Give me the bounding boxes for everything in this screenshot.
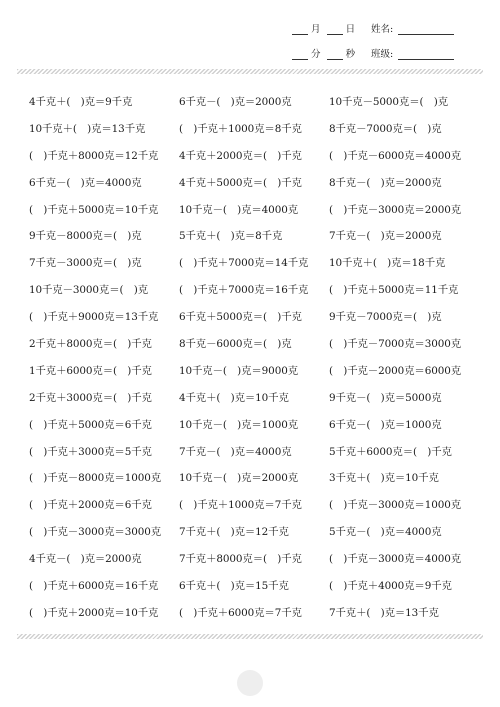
problem-item: 9千克－( )克＝5000克 [329,391,442,404]
second-label: 秒 [345,49,356,60]
problem-item: 7千克＋( )克＝13千克 [329,606,439,619]
problem-item: 2千克＋3000克＝( )千克 [29,391,152,404]
problem-item: 10千克－( )克＝4000克 [179,203,299,216]
page-indicator [237,670,263,696]
problem-item: 5千克－( )克＝4000克 [329,526,442,539]
problem-item: 10千克＋( )克＝13千克 [29,122,146,135]
problem-item: ( )千克＋7000克＝14千克 [179,257,309,270]
top-divider [17,69,483,74]
problem-item: ( )千克＋8000克＝12千克 [29,149,159,162]
problem-item: ( )千克－7000克＝3000克 [329,338,462,351]
problem-item: 10千克－( )克＝9000克 [179,364,299,377]
problem-item: ( )千克＋1000克＝7千克 [179,499,302,512]
problem-item: ( )千克－2000克＝6000克 [329,364,462,377]
problem-item: ( )千克＋7000克＝16千克 [179,284,309,297]
class-row [371,46,454,60]
problem-item: 6千克－( )克＝1000克 [329,418,442,431]
problem-item: ( )千克＋6000克＝7千克 [179,606,302,619]
problem-item: 4千克－( )克＝2000克 [29,553,142,566]
problem-item: ( )千克＋3000克＝5千克 [29,445,152,458]
problem-item: ( )千克＋5000克＝11千克 [329,284,459,297]
month-label: 月 [311,24,321,35]
bottom-divider [17,634,483,639]
problem-item: 8千克－7000克＝( )克 [329,122,442,135]
problem-item: ( )千克＋4000克＝9千克 [329,580,452,593]
name-blank[interactable] [398,25,454,35]
problem-item: 10千克－5000克＝( )克 [329,96,449,108]
problem-item: 7千克－3000克＝( )克 [29,257,142,270]
class-label: 班级: [371,49,394,60]
problem-grid [29,95,479,633]
class-blank[interactable] [398,50,454,60]
day-blank[interactable] [327,25,343,35]
problem-item: ( )千克－3000克＝1000克 [329,499,462,512]
problem-item: ( )千克＋2000克＝10千克 [29,606,159,619]
name-row [371,21,454,35]
problem-item: 4千克＋5000克＝( )千克 [179,176,302,189]
problem-item: ( )千克－3000克＝4000克 [329,553,462,566]
problem-item: 3千克＋( )克＝10千克 [329,472,439,485]
problem-item: 1千克＋6000克＝( )千克 [29,364,152,377]
problem-item: ( )千克＋6000克＝16千克 [29,580,159,593]
problem-item: ( )千克－3000克＝3000克 [29,526,162,539]
day-label: 日 [345,24,356,35]
problem-item: ( )千克＋5000克＝10千克 [29,203,159,216]
problem-item: 4千克＋( )克＝9千克 [29,96,133,108]
date-row [292,21,355,35]
month-blank[interactable] [292,25,308,35]
time-row [292,46,355,60]
second-blank[interactable] [327,50,343,60]
problem-item: ( )千克－3000克＝2000克 [329,203,462,216]
problem-item: ( )千克＋5000克＝6千克 [29,418,152,431]
problem-item: ( )千克＋9000克＝13千克 [29,311,159,324]
problem-item: 5千克＋6000克＝( )千克 [329,445,452,458]
problem-item: 4千克＋( )克＝10千克 [179,391,289,404]
problem-item: 6千克＋( )克＝15千克 [179,580,289,593]
problem-item: ( )千克＋1000克＝8千克 [179,122,302,135]
problem-item: ( )千克－6000克＝4000克 [329,149,462,162]
problem-item: 9千克－8000克＝( )克 [29,230,142,243]
problem-item: 10千克－( )克＝2000克 [179,472,299,485]
problem-item: 7千克＋( )克＝12千克 [179,526,289,539]
minute-blank[interactable] [292,50,308,60]
problem-item: 4千克＋2000克＝( )千克 [179,149,302,162]
problem-item: 6千克＋5000克＝( )千克 [179,311,302,324]
problem-item: 7千克－( )克＝2000克 [329,230,442,243]
problem-item: 8千克－6000克＝( )克 [179,338,292,351]
problem-item: 10千克＋( )克＝18千克 [329,257,446,270]
problem-item: 6千克－( )克＝2000克 [179,96,292,108]
name-label: 姓名: [371,24,394,35]
problem-item: 7千克＋8000克＝( )千克 [179,553,302,566]
problem-item: 10千克－3000克＝( )克 [29,284,149,297]
problem-item: 9千克－7000克＝( )克 [329,311,442,324]
problem-item: 6千克－( )克＝4000克 [29,176,142,189]
problem-item: 7千克－( )克＝4000克 [179,445,292,458]
problem-item: 5千克＋( )克＝8千克 [179,230,283,243]
problem-item: 2千克＋8000克＝( )千克 [29,338,152,351]
problem-item: ( )千克＋2000克＝6千克 [29,499,152,512]
problem-item: 10千克－( )克＝1000克 [179,418,299,431]
problem-item: ( )千克－8000克＝1000克 [29,472,162,485]
minute-label: 分 [311,49,321,60]
problem-item: 8千克－( )克＝2000克 [329,176,442,189]
